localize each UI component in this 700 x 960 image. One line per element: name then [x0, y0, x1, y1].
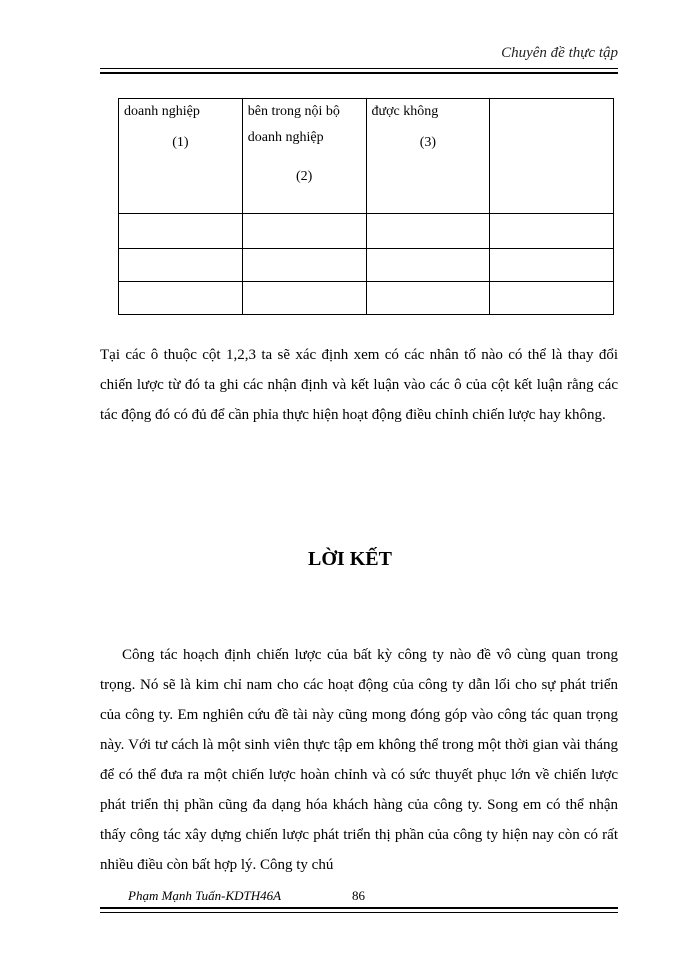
table-cell-col2	[242, 99, 366, 214]
header-rule-thick	[100, 72, 618, 74]
table-cell	[490, 249, 614, 282]
table-cell	[366, 214, 490, 249]
table-cell	[242, 249, 366, 282]
table-cell	[490, 282, 614, 315]
footer-rule	[100, 912, 618, 913]
col1-number: (1)	[172, 135, 189, 150]
header-rule	[100, 68, 618, 69]
col2-number: (2)	[295, 169, 313, 184]
table-cell	[242, 282, 366, 315]
page-number: 86	[352, 888, 365, 903]
section-title: LỜI KẾT	[308, 548, 392, 570]
analysis-table	[118, 98, 614, 315]
paragraph-table-explanation: Tại các ô thuộc cột 1,2,3 ta sẽ xác định xem có các nhân tố nào có thể là thay đổi chiến lược từ đó ta ghi các nhận định và kết luận vào các ô của cột kết luận rằng các tác động đó có đủ để cần phỉa thực hiện hoạt động điều chỉnh chiến lược hay không.	[100, 347, 618, 423]
col2-text-line2: doanh nghiệp	[247, 130, 324, 145]
table-cell-col4	[490, 99, 614, 214]
table-cell	[119, 282, 243, 315]
table-cell	[119, 249, 243, 282]
table-cell-col1	[119, 99, 243, 214]
table-cell	[119, 214, 243, 249]
footer-author: Phạm Mạnh Tuấn-KDTH46A	[128, 888, 282, 903]
table-cell	[366, 282, 490, 315]
table-row	[119, 99, 614, 214]
table-cell	[490, 214, 614, 249]
footer-rule-thick	[100, 907, 618, 909]
table-row	[119, 214, 614, 249]
col1-text: doanh nghiệp	[124, 104, 200, 119]
table-row	[119, 249, 614, 282]
col3-text: được không	[371, 104, 439, 119]
table-cell	[366, 249, 490, 282]
page-header: Chuyên đề thực tập	[501, 45, 618, 61]
table-cell-col3	[366, 99, 490, 214]
paragraph-conclusion: Công tác hoạch định chiến lược của bất kỳ công ty nào đề vô cùng quan trong trọng. Nó sẽ là kim chỉ nam cho các hoạt động của công ty dẫn lối cho sự phát triển của công ty. Em nghiên cứu đề tài này cũng mong đóng góp vào công tác quan trọng này. Với tư cách là một sinh viên thực tập em không thể trong một thời gian vài tháng để có thể đưa ra một chiến lược hoàn chỉnh và có sức thuyết phục lớn về chiến lược phát triển thị phần cũng đa dạng hóa khách hàng của công ty. Song em có thể nhận thấy công tác xây dựng chiến lược phát triển thị phần của công ty hiện nay còn có rất nhiều điều còn bất hợp lý. Công ty chú	[100, 647, 618, 873]
col2-text-line1: bên trong nội bộ	[247, 104, 340, 119]
col3-number: (3)	[419, 135, 437, 150]
table-row	[119, 282, 614, 315]
table-cell	[242, 214, 366, 249]
